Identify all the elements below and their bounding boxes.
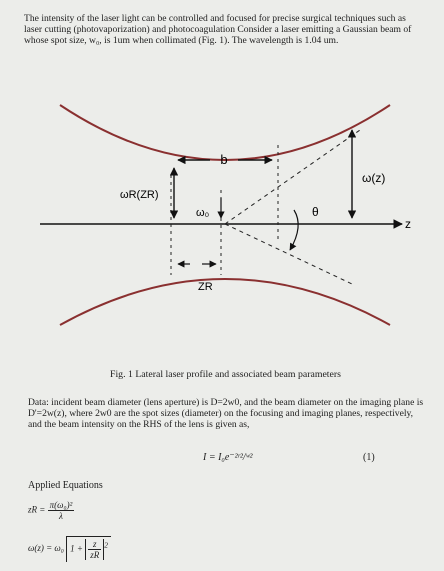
formula2-sqrt	[66, 536, 111, 562]
formula2-one-plus: 1 +	[70, 543, 83, 554]
formula2-lhs: ω(z) = ω₀	[28, 543, 64, 554]
intensity-equation: I = I₀e⁻²ʳ²/ʷ²	[203, 452, 253, 463]
formula1-numerator: π(ω₀)²	[49, 500, 73, 510]
intro-paragraph: The intensity of the laser light can be controlled and focused for precise surgical techniques such as laser cutting (photovaporization) and photocoagulation Consider a laser emitting a Gaussian beam of whose spot size, w₀, is 1um when collimated (Fig. 1). The wavelength is 1.04 um.	[24, 13, 412, 47]
label-wr: ωR(ZR)	[120, 189, 159, 201]
label-z: z	[405, 217, 411, 231]
beam-width-formula	[28, 536, 111, 562]
label-zr: ZR	[198, 281, 213, 293]
theta-arc	[290, 210, 298, 250]
data-paragraph: Data: incident beam diameter (lens aperture) is D=2w0, and the beam diameter on the imaging plane is D'=2w(z), where 2w0 are the spot sizes (diameter) on the focusing and imaging planes, respectively, and the beam intensity on the RHS of the lens is given as,	[28, 397, 424, 431]
formula2-fraction	[88, 539, 101, 560]
upper-asymptote	[225, 130, 360, 224]
beam-profile-figure	[0, 90, 444, 360]
rayleigh-range-formula	[28, 500, 74, 521]
applied-equations-title: Applied Equations	[28, 480, 103, 491]
formula2-power: 2	[104, 540, 108, 550]
formula2-denominator: zR	[90, 550, 100, 560]
label-b: b	[220, 152, 228, 167]
formula2-bracket	[85, 539, 104, 560]
equation-1	[0, 452, 444, 468]
equation-number: (1)	[363, 452, 375, 463]
lower-asymptote	[225, 224, 352, 284]
lower-beam-envelope	[60, 279, 390, 325]
formula1-denominator: λ	[58, 511, 63, 521]
formula1-lhs: zR =	[28, 504, 46, 515]
formula1-fraction	[48, 500, 75, 521]
label-w0: ω₀	[196, 207, 210, 219]
figure-caption: Fig. 1 Lateral laser profile and associated beam parameters	[110, 369, 341, 380]
label-theta: θ	[312, 205, 319, 219]
formula2-numerator: z	[88, 539, 101, 550]
label-wz: ω(z)	[362, 171, 386, 185]
